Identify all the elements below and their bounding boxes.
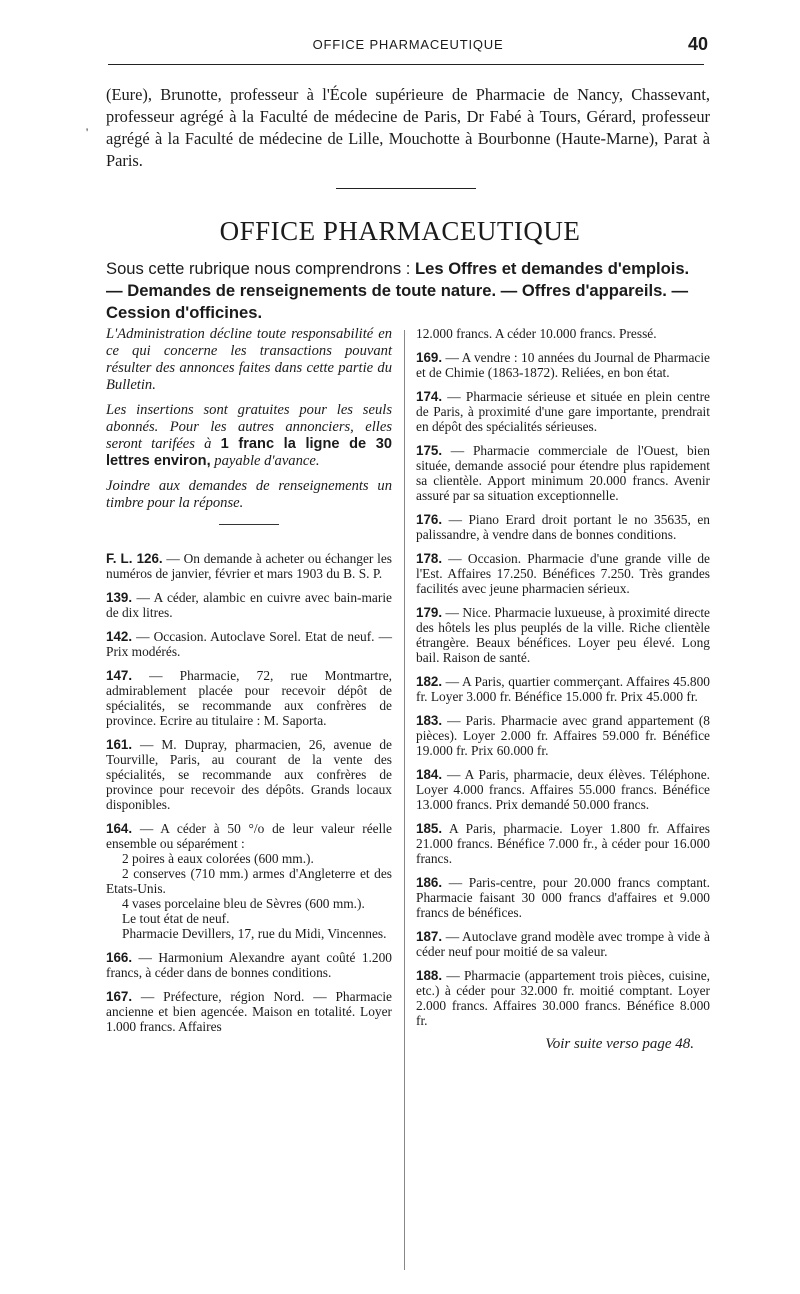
ad-number: 178. xyxy=(416,551,443,566)
ad-text: — A céder à 50 °/o de leur valeur réelle ensemble ou séparément : xyxy=(106,821,392,851)
ad-number: 184. xyxy=(416,767,443,782)
ad-entry xyxy=(416,875,710,920)
ad-entry-164 xyxy=(106,821,392,941)
ad-entry xyxy=(416,713,710,758)
ad-number: 139. xyxy=(106,590,133,605)
admin-paragraph-1: L'Administration décline toute responsabilité en ce qui concerne les transactions pouvant résulter des annonces faites dans cette partie du Bulletin. xyxy=(106,326,392,393)
ad-entry xyxy=(106,989,392,1034)
admin-paragraph-3: Joindre aux demandes de renseignements un timbre pour la réponse. xyxy=(106,478,392,511)
admin-paragraph-2 xyxy=(106,402,392,470)
lead-prefix: Sous cette rubrique nous comprendrons : xyxy=(106,259,416,278)
ad-text: — Pharmacie sérieuse et située en plein centre de Paris, à proximité d'une gare importante, prendrait en dépôt des spécialités sérieuses. xyxy=(416,389,710,434)
ad-text: — A céder, alambic en cuivre avec bain-marie de dix litres. xyxy=(106,590,392,620)
ad-text: — A Paris, quartier commerçant. Affaires 45.800 fr. Loyer 3.000 fr. Bénéfice 15.000 fr. Prix 45.000 fr. xyxy=(416,674,710,704)
ad-number: F. L. 126. xyxy=(106,551,163,566)
ad-entry xyxy=(416,350,710,380)
right-column xyxy=(416,326,710,1052)
intro-text: (Eure), Brunotte, professeur à l'École supérieure de Pharmacie de Nancy, Chassevant, professeur agrégé à la Faculté de médecine de Paris, Dr Fabé à Tours, Gérard, professeur agrégé à la Faculté de médecine de Lille, Mouchotte à Bourbonne (Haute-Marne), Parat à Paris. xyxy=(106,85,710,170)
ad-item: 2 poires à eaux colorées (600 mm.). xyxy=(122,851,314,866)
page-number: 40 xyxy=(687,34,708,54)
admin-paragraph-2-a: Les insertions sont gratuites pour les seuls abonnés. Pour les autres annonciers, elles seront tarifées à xyxy=(106,402,392,452)
ad-entry xyxy=(416,512,710,542)
ad-number: 174. xyxy=(416,389,443,404)
ad-number: 187. xyxy=(416,929,443,944)
ad-number: 179. xyxy=(416,605,443,620)
intro-paragraph xyxy=(106,84,710,172)
running-head xyxy=(108,34,708,58)
ad-number: 183. xyxy=(416,713,443,728)
ad-entry xyxy=(416,929,710,959)
lead-bold: Les Offres et demandes d'emplois. — Demandes de renseignements de toute nature. — Offres d'appareils. — Cession d'officines. xyxy=(106,259,690,322)
ad-number: 147. xyxy=(106,668,133,683)
ad-entry xyxy=(416,674,710,704)
ad-entry xyxy=(416,767,710,812)
ad-text: — Paris-centre, pour 20.000 francs comptant. Pharmacie faisant 30 000 francs d'affaires et 9.000 francs de bénéfices. xyxy=(416,875,710,920)
ad-entry xyxy=(416,443,710,503)
ad-entry xyxy=(416,389,710,434)
ad-text: — Autoclave grand modèle avec trompe à vide à céder neuf pour moitié de sa valeur. xyxy=(416,929,710,959)
column-divider xyxy=(404,330,405,1270)
ad-number: 186. xyxy=(416,875,443,890)
ad-text: — M. Dupray, pharmacien, 26, avenue de Tourville, Paris, au courant de la vente des spécialités, se recommande aux confrères de province pour recevoir des dépôts. Grands locaux disponibles. xyxy=(106,737,392,812)
ad-item: 4 vases porcelaine bleu de Sèvres (600 mm.). xyxy=(122,896,365,911)
lead-text xyxy=(106,258,710,324)
running-title: OFFICE PHARMACEUTIQUE xyxy=(312,37,504,52)
ad-entry xyxy=(106,950,392,980)
ad-number: 175. xyxy=(416,443,443,458)
ad-text: — Nice. Pharmacie luxueuse, à proximité directe des hôtels les plus peuplés de la ville. Riche clientèle étrangère. Beaux bénéfices. Loyer peu élevé. Long bail. Raison de santé. xyxy=(416,605,710,665)
header-rule xyxy=(108,64,704,65)
ad-number: 164. xyxy=(106,821,133,836)
ad-number: 142. xyxy=(106,629,133,644)
ad-number: 188. xyxy=(416,968,443,983)
ad-number: 182. xyxy=(416,674,443,689)
ad-entry xyxy=(416,821,710,866)
ad-entry xyxy=(416,326,710,341)
ad-text: — A Paris, pharmacie, deux élèves. Téléphone. Loyer 4.000 francs. Affaires 55.000 francs. Bénéfice 13.000 francs. Prix demandé 50.000 francs. xyxy=(416,767,710,812)
ad-entry xyxy=(106,668,392,728)
ad-text: — Occasion. Autoclave Sorel. Etat de neuf. — Prix modérés. xyxy=(106,629,392,659)
ad-text: — Piano Erard droit portant le no 35635, en palissandre, à vendre dans de bonnes conditions. xyxy=(416,512,710,542)
ad-entry xyxy=(416,551,710,596)
admin-rule xyxy=(219,524,279,525)
ad-text: — On demande à acheter ou échanger les numéros de janvier, février et mars 1903 du B. S. P. xyxy=(106,551,393,581)
ad-text: — Pharmacie commerciale de l'Ouest, bien située, demande associé pour étendre plus rapidement sa clientèle. Apport minimum 20.000 francs. Avenir assuré par sa situation exceptionnelle. xyxy=(416,443,710,503)
ad-number: 185. xyxy=(416,821,443,836)
ad-entry xyxy=(416,968,710,1028)
ad-text: — A vendre : 10 années du Journal de Pharmacie et de Chimie (1863-1872). Reliées, en bon état. xyxy=(416,350,710,380)
ad-text: — Pharmacie (appartement trois pièces, cuisine, etc.) à céder pour 32.000 fr. moitié comptant. Loyer 2.000 francs. Affaires 30.000 francs. Bénéfice 8.000 fr. xyxy=(416,968,710,1028)
ad-number: 161. xyxy=(106,737,133,752)
ad-entry xyxy=(416,605,710,665)
ad-text: A Paris, pharmacie. Loyer 1.800 fr. Affaires 21.000 francs. Bénéfice 7.000 fr., à céder pour 16.000 francs. xyxy=(416,821,710,866)
ad-text: — Pharmacie, 72, rue Montmartre, admirablement placée pour recevoir dépôt de spécialités, se recommande aux confrères de province. Ecrire au titulaire : M. Saporta. xyxy=(106,668,392,728)
ad-entry xyxy=(106,737,392,812)
margin-mark: ' xyxy=(86,125,89,139)
admin-paragraph-2-c: payable d'avance. xyxy=(210,453,320,469)
ad-number: 166. xyxy=(106,950,133,965)
continued-note: Voir suite verso page 48. xyxy=(545,1036,694,1052)
ad-text: 12.000 francs. A céder 10.000 francs. Pressé. xyxy=(416,326,657,341)
ad-number: 176. xyxy=(416,512,443,527)
ad-text: — Préfecture, région Nord. — Pharmacie ancienne et bien agencée. Maison en totalité. Loyer 1.000 francs. Affaires xyxy=(106,989,392,1034)
ad-number: 169. xyxy=(416,350,443,365)
ad-number: 167. xyxy=(106,989,133,1004)
ad-text: — Occasion. Pharmacie d'une grande ville de l'Est. Affaires 17.250. Bénéfices 7.250. Très grandes facilités avec jeune pharmacien sérieux. xyxy=(416,551,710,596)
left-column xyxy=(106,326,392,1043)
ad-item: Le tout état de neuf. xyxy=(122,911,230,926)
section-title: OFFICE PHARMACEUTIQUE xyxy=(219,216,581,246)
section-lead xyxy=(106,258,710,324)
ad-entry xyxy=(106,551,392,581)
ad-item: 2 conserves (710 mm.) armes d'Angleterre et des Etats-Unis. xyxy=(106,866,392,896)
ad-text: — Paris. Pharmacie avec grand appartement (8 pièces). Loyer 2.000 fr. Affaires 59.000 fr. Bénéfice 19.000 fr. Prix 60.000 fr. xyxy=(416,713,710,758)
admin-notice xyxy=(106,326,392,512)
ad-item: Pharmacie Devillers, 17, rue du Midi, Vincennes. xyxy=(122,926,387,941)
ad-entry xyxy=(106,590,392,620)
section-divider xyxy=(336,188,476,189)
ad-text: — Harmonium Alexandre ayant coûté 1.200 francs, à céder dans de bonnes conditions. xyxy=(106,950,392,980)
admin-rate: 1 franc la ligne de 30 lettres environ, xyxy=(106,436,392,469)
ad-entry xyxy=(106,629,392,659)
